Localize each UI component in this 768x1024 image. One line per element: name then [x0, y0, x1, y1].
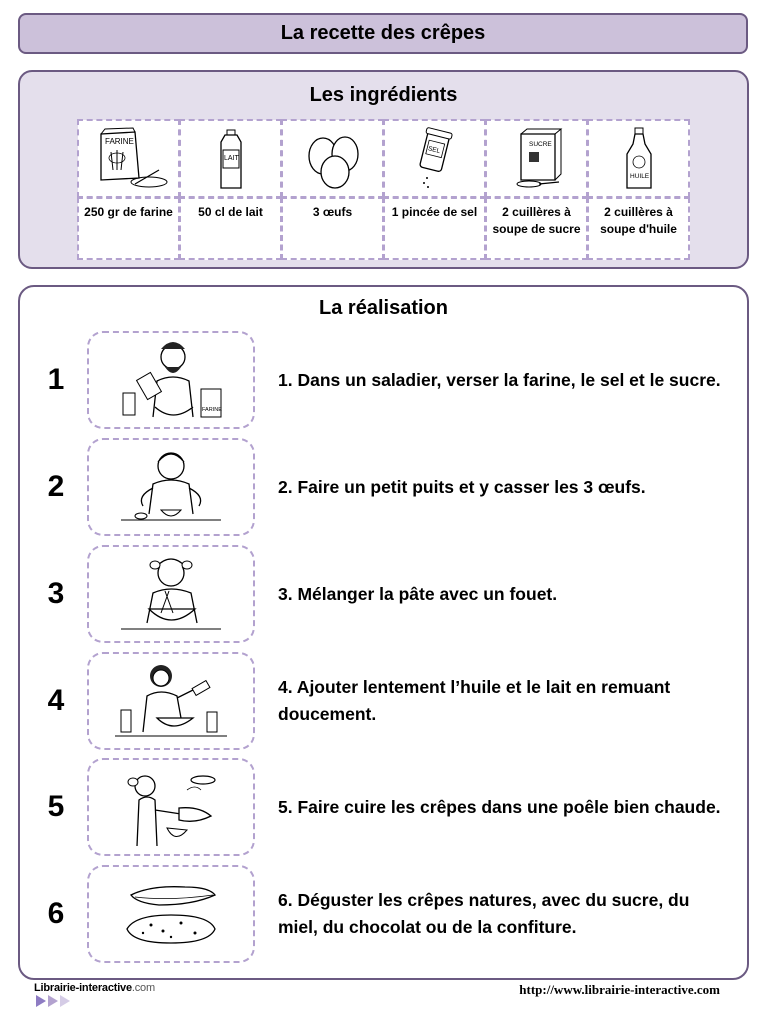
- ingredient-pic-flour: [77, 119, 180, 198]
- pouring-flour-icon: [101, 337, 241, 423]
- step-text: 4. Ajouter lentement l’huile et le lait en remuant doucement.: [278, 677, 671, 724]
- step-text: 2. Faire un petit puits et y casser les 3 œufs.: [278, 476, 646, 497]
- svg-text:LAIT: LAIT: [223, 154, 239, 162]
- step-row: [20, 545, 747, 643]
- oil-bottle-icon: [597, 126, 681, 192]
- ingredient-label-sugar: 2 cuillères à soupe de sucre: [485, 197, 588, 260]
- ingredient-pic-salt: [383, 119, 486, 198]
- whisking-icon: [101, 551, 241, 637]
- step-row: [20, 438, 747, 536]
- sugar-box-icon: [495, 126, 579, 192]
- pouring-oil-icon: [101, 658, 241, 744]
- step-text: 5. Faire cuire les crêpes dans une poêle bien chaude.: [278, 796, 721, 817]
- ingredient-label-oil: 2 cuillères à soupe d'huile: [587, 197, 690, 260]
- milk-bottle-icon: [189, 126, 273, 192]
- step-number: 3: [47, 577, 65, 610]
- step-text: 3. Mélanger la pâte avec un fouet.: [278, 583, 558, 604]
- logo-name: Librairie-interactive: [34, 982, 132, 994]
- ingredient-pic-sugar: [485, 119, 588, 198]
- page-title: La recette des crêpes: [18, 13, 748, 54]
- crepes-icon: [101, 871, 241, 957]
- ingredients-grid: [78, 120, 690, 260]
- svg-text:FARINE: FARINE: [202, 407, 222, 413]
- step-row: [20, 331, 747, 429]
- step-picture: [87, 865, 255, 963]
- ingredient-label-salt: 1 pincée de sel: [383, 197, 486, 260]
- step-number: 6: [47, 897, 65, 930]
- step-number: 2: [47, 470, 65, 503]
- logo-domain: .com: [131, 982, 155, 994]
- eggs-icon: [291, 126, 375, 192]
- svg-text:SUCRE: SUCRE: [528, 140, 552, 148]
- flipping-crepe-icon: [101, 764, 241, 850]
- svg-text:SEL: SEL: [426, 144, 441, 155]
- step-picture: [87, 758, 255, 856]
- ingredient-pic-eggs: [281, 119, 384, 198]
- ingredient-pic-milk: [179, 119, 282, 198]
- step-number: 1: [47, 363, 65, 396]
- step-picture: [87, 331, 255, 429]
- step-picture: [87, 438, 255, 536]
- footer-url-link[interactable]: http://www.librairie-interactive.com: [519, 982, 720, 997]
- svg-text:HUILE: HUILE: [629, 172, 649, 180]
- logo-text: [34, 982, 164, 994]
- cracking-eggs-icon: [101, 444, 241, 530]
- step-row: [20, 652, 747, 750]
- steps-title: La réalisation: [319, 297, 448, 319]
- step-number: 4: [47, 684, 65, 717]
- ingredient-pic-oil: [587, 119, 690, 198]
- ingredients-panel: [18, 70, 749, 269]
- step-picture: [87, 652, 255, 750]
- ingredient-label-eggs: 3 œufs: [281, 197, 384, 260]
- ingredient-label-milk: 50 cl de lait: [179, 197, 282, 260]
- step-text: 6. Déguster les crêpes natures, avec du sucre, du miel, du chocolat ou de la confiture.: [278, 890, 690, 937]
- salt-shaker-icon: [393, 126, 477, 192]
- flour-bag-icon: [87, 126, 171, 192]
- step-row: [20, 758, 747, 856]
- step-picture: [87, 545, 255, 643]
- steps-panel: [18, 285, 749, 980]
- svg-text:FARINE: FARINE: [104, 136, 134, 146]
- site-logo[interactable]: [34, 982, 164, 1012]
- ingredient-label-flour: 250 gr de farine: [77, 197, 180, 260]
- step-text: 1. Dans un saladier, verser la farine, le sel et le sucre.: [278, 369, 721, 390]
- play-arrows-icon: [34, 994, 78, 1008]
- step-row: [20, 865, 747, 963]
- ingredients-title: Les ingrédients: [309, 84, 458, 106]
- step-number: 5: [47, 790, 65, 823]
